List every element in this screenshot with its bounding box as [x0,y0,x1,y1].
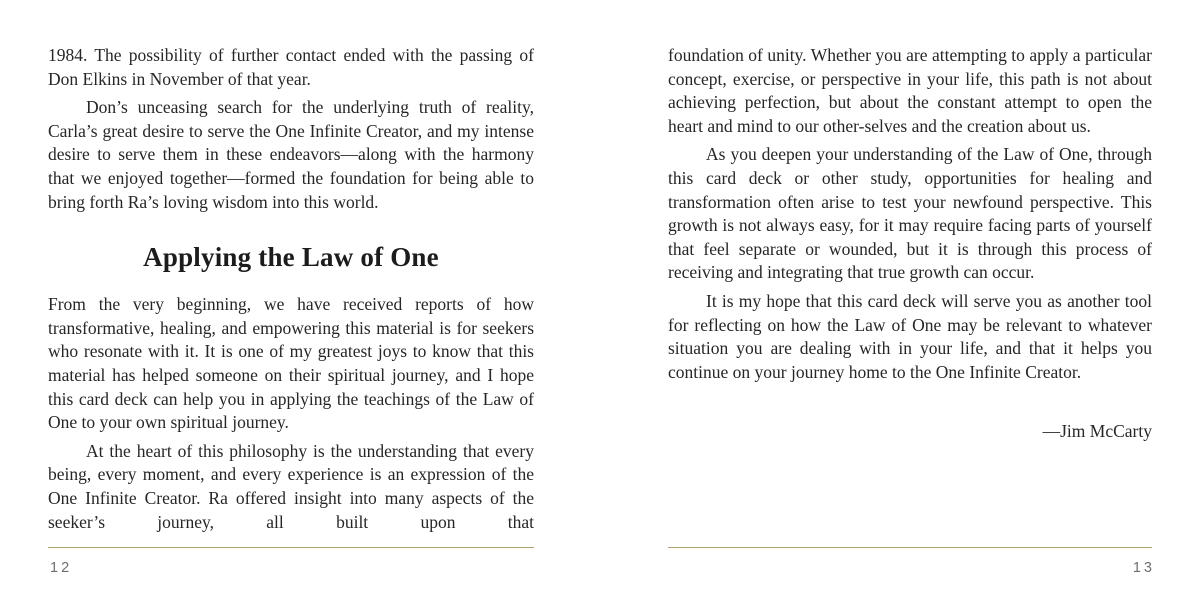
page-left-body [48,44,534,539]
page-right [668,0,1155,600]
paragraph: 1984. The possibility of further contact ended with the passing of Don Elkins in November of that year. [48,45,534,89]
author-signature: —Jim McCarty [1042,421,1152,442]
paragraph: It is my hope that this card deck will serve you as another tool for reflecting on how the Law of One may be relevant to whatever situation you are dealing with in your life, and that it helps you continue on your journey home to the One Infinite Creator. [668,290,1152,382]
page-number: 12 [50,560,73,576]
paragraph: At the heart of this philosophy is the understanding that every being, every moment, and every experience is an expression of the One Infinite Creator. Ra offered insight into many aspects of the seeker’s journey, all built upon that [48,440,534,532]
paragraph: As you deepen your understanding of the Law of One, through this card deck or other study, opportunities for healing and transformation often arise to test your newfound perspective. This growth is not always easy, for it may require facing parts of yourself that feel separate or wounded, but it is through this process of receiving and integrating that true growth can occur. [668,144,1152,283]
page-number: 13 [1132,560,1155,576]
page-left [48,0,534,600]
footer-divider [668,547,1152,548]
paragraph: Don’s unceasing search for the underlying truth of reality, Carla’s great desire to serve the One Infinite Creator, and my intense desire to serve them in these endeavors—along with the harmony that we enjoyed together—formed the foundation for being able to bring forth Ra’s loving wisdom into this world. [48,97,534,212]
chapter-heading: Applying the Law of One [143,242,439,273]
page-right-body [668,44,1152,444]
paragraph: foundation of unity. Whether you are attempting to apply a particular concept, exercise, or perspective in your life, this path is not about achieving perfection, but about the constant attempt to open the heart and mind to our other-selves and the creation about us. [668,45,1152,136]
paragraph: From the very beginning, we have received reports of how transformative, healing, and empowering this material is for seekers who resonate with it. It is one of my greatest joys to know that this material has helped someone on their spiritual journey, and I hope this card deck can help you in applying the teachings of the Law of One to your own spiritual journey. [48,294,534,433]
footer-divider [48,547,534,548]
